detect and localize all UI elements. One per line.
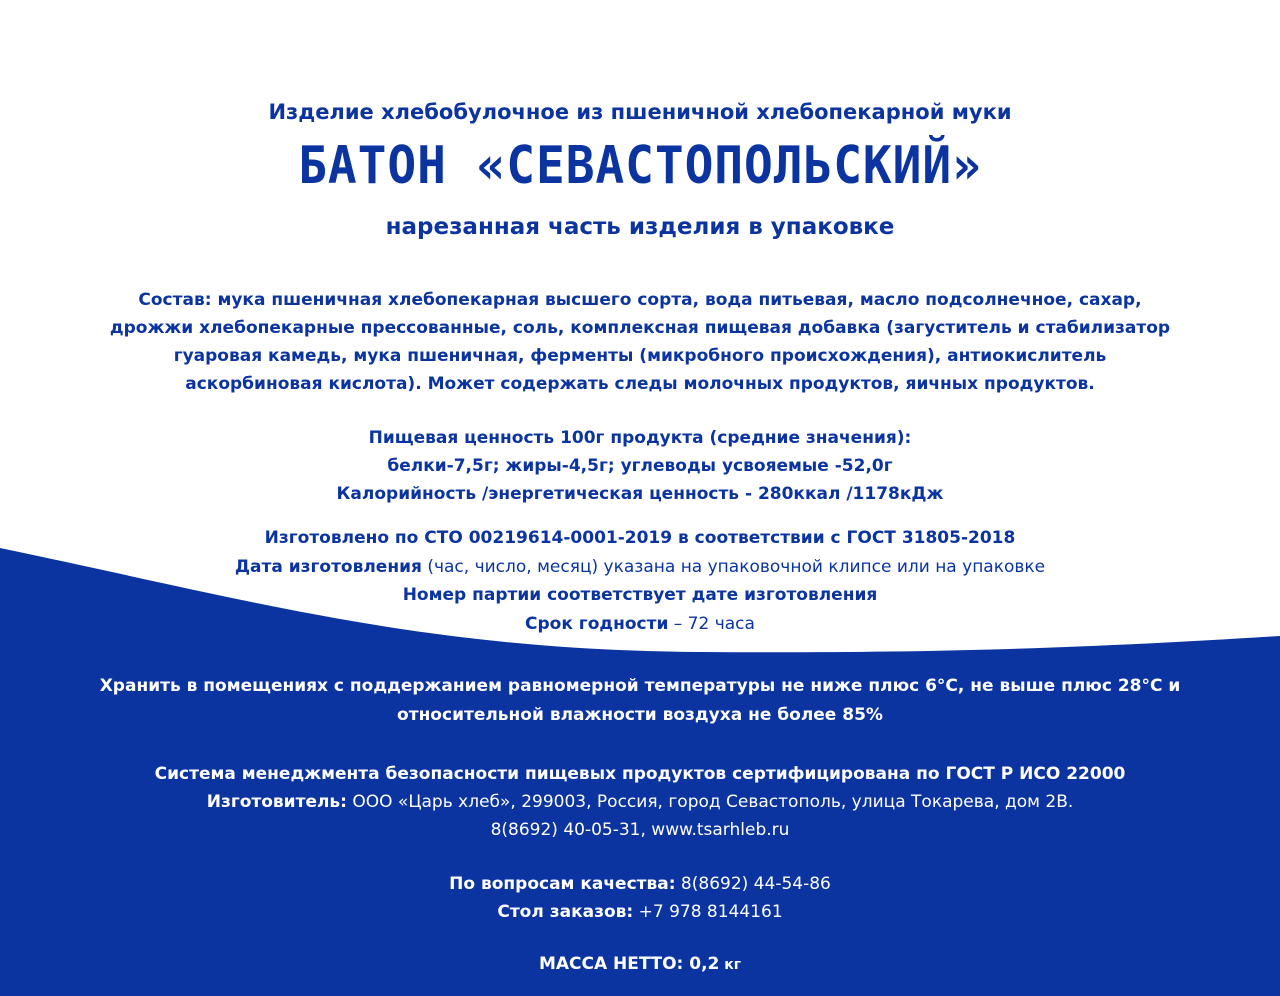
production-standard: Изготовлено по СТО 00219614-0001-2019 в соответствии с ГОСТ 31805-2018 [264,528,1016,548]
storage-line: относительной влажности воздуха не более 85% [397,705,883,725]
storage-line: Хранить в помещениях с поддержанием равномерной температуры не ниже плюс 6°С, не выше плюс 28°С и [99,676,1181,696]
composition-line: аскорбиновая кислота). Может содержать следы молочных продуктов, яичных продуктов. [185,374,1095,394]
shelf-life-value: – 72 часа [668,613,755,634]
nutrition-block [0,424,1280,508]
batch-number: Номер партии соответствует дате изготовления [402,585,878,605]
production-date [0,553,1280,582]
net-mass-unit: кг [719,957,742,973]
product-form-text: нарезанная часть изделия в упаковке [385,214,895,240]
nutrition-line: Калорийность /энергетическая ценность - 280ккал /1178кДж [336,484,944,504]
production-date-label: Дата изготовления [234,556,422,577]
net-mass-label: МАССА НЕТТО: 0,2 [538,954,720,974]
manufacturer-address: ООО «Царь хлеб», 299003, Россия, город Севастополь, улица Токарева, дом 2В. [346,792,1074,812]
nutrition-line: белки-7,5г; жиры-4,5г; углеводы усвояемые -52,0г [387,456,893,476]
certification-line: Система менеджмента безопасности пищевых продуктов сертифицирована по ГОСТ Р ИСО 22000 [154,764,1126,784]
composition-line: гуаровая камедь, мука пшеничная, ферменты (микробного происхождения), антиокислитель [173,346,1107,366]
product-title [51,136,1229,196]
composition-line: Состав: мука пшеничная хлебопекарная высшего сорта, вода питьевая, масло подсолнечное, сахар, [138,290,1142,310]
quality-contact [0,870,1280,898]
composition-line: дрожжи хлебопекарные прессованные, соль, комплексная пищевая добавка (загуститель и стабилизатор [109,318,1171,338]
shelf-life [0,610,1280,639]
manufacturer-contact: 8(8692) 40-05-31, www.tsarhleb.ru [490,820,790,840]
orders-contact [0,898,1280,926]
manufacturer-line [0,788,1280,816]
production-block [0,524,1280,638]
product-type-subtitle [0,100,1280,124]
manufacturer-block [0,760,1280,844]
quality-phone: 8(8692) 44-54-86 [675,874,831,894]
orders-phone: +7 978 8144161 [633,902,783,922]
product-title-text: БАТОН «СЕВАСТОПОЛЬСКИЙ» [298,136,982,196]
composition-block [0,286,1280,398]
orders-label: Стол заказов: [497,902,634,922]
storage-block [0,672,1280,730]
nutrition-line: Пищевая ценность 100г продукта (средние значения): [368,428,912,448]
net-mass [0,954,1280,974]
product-form-subtitle [0,214,1280,240]
shelf-life-label: Срок годности [525,613,669,634]
production-date-text: (час, число, месяц) указана на упаковочной клипсе или на упаковке [421,556,1046,577]
product-type-text: Изделие хлебобулочное из пшеничной хлебопекарной муки [268,100,1012,124]
manufacturer-label: Изготовитель: [206,792,347,812]
contacts-block [0,870,1280,926]
quality-label: По вопросам качества: [449,874,676,894]
